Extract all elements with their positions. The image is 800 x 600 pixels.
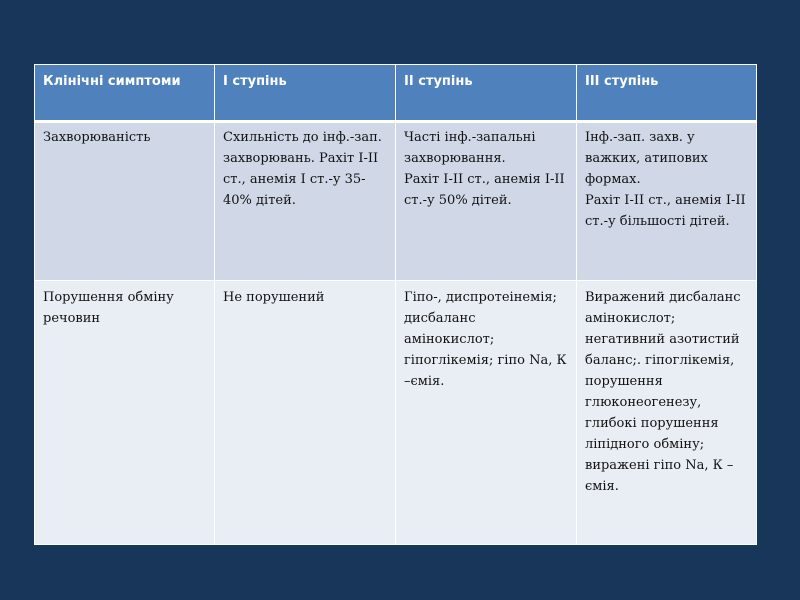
symptoms-table <box>34 64 757 545</box>
cell-degree-1: Схильність до інф.-зап. захворювань. Рахіт І-ІІ ст., анемія І ст.-у 35-40% дітей. <box>215 122 396 281</box>
header-degree-3: ІІІ ступінь <box>577 65 757 122</box>
header-degree-2: ІІ ступінь <box>396 65 577 122</box>
table-row <box>35 281 757 545</box>
cell-degree-2: Часті інф.-запальні захворювання. Рахіт І-ІІ ст., анемія І-ІІ ст.-у 50% дітей. <box>396 122 577 281</box>
cell-degree-1: Не порушений <box>215 281 396 545</box>
cell-degree-2: Гіпо-, диспротеінемія; дисбаланс амінокислот; гіпоглікемія; гіпо Na, К –ємія. <box>396 281 577 545</box>
table-row <box>35 122 757 281</box>
header-degree-1: І ступінь <box>215 65 396 122</box>
cell-degree-3: Виражений дисбаланс амінокислот; негативний азотистий баланс;. гіпоглікемія, порушення глюконеогенезу, глибокі порушення ліпідного обміну; виражені гіпо Na, К –ємія. <box>577 281 757 545</box>
cell-degree-3: Інф.-зап. захв. у важких, атипових формах. Рахіт І-ІІ ст., анемія І-ІІ ст.-у більшості дітей. <box>577 122 757 281</box>
cell-symptom: Захворюваність <box>35 122 215 281</box>
header-clinical-symptoms: Клінічні симптоми <box>35 65 215 122</box>
cell-symptom: Порушення обміну речовин <box>35 281 215 545</box>
table-header-row <box>35 65 757 122</box>
